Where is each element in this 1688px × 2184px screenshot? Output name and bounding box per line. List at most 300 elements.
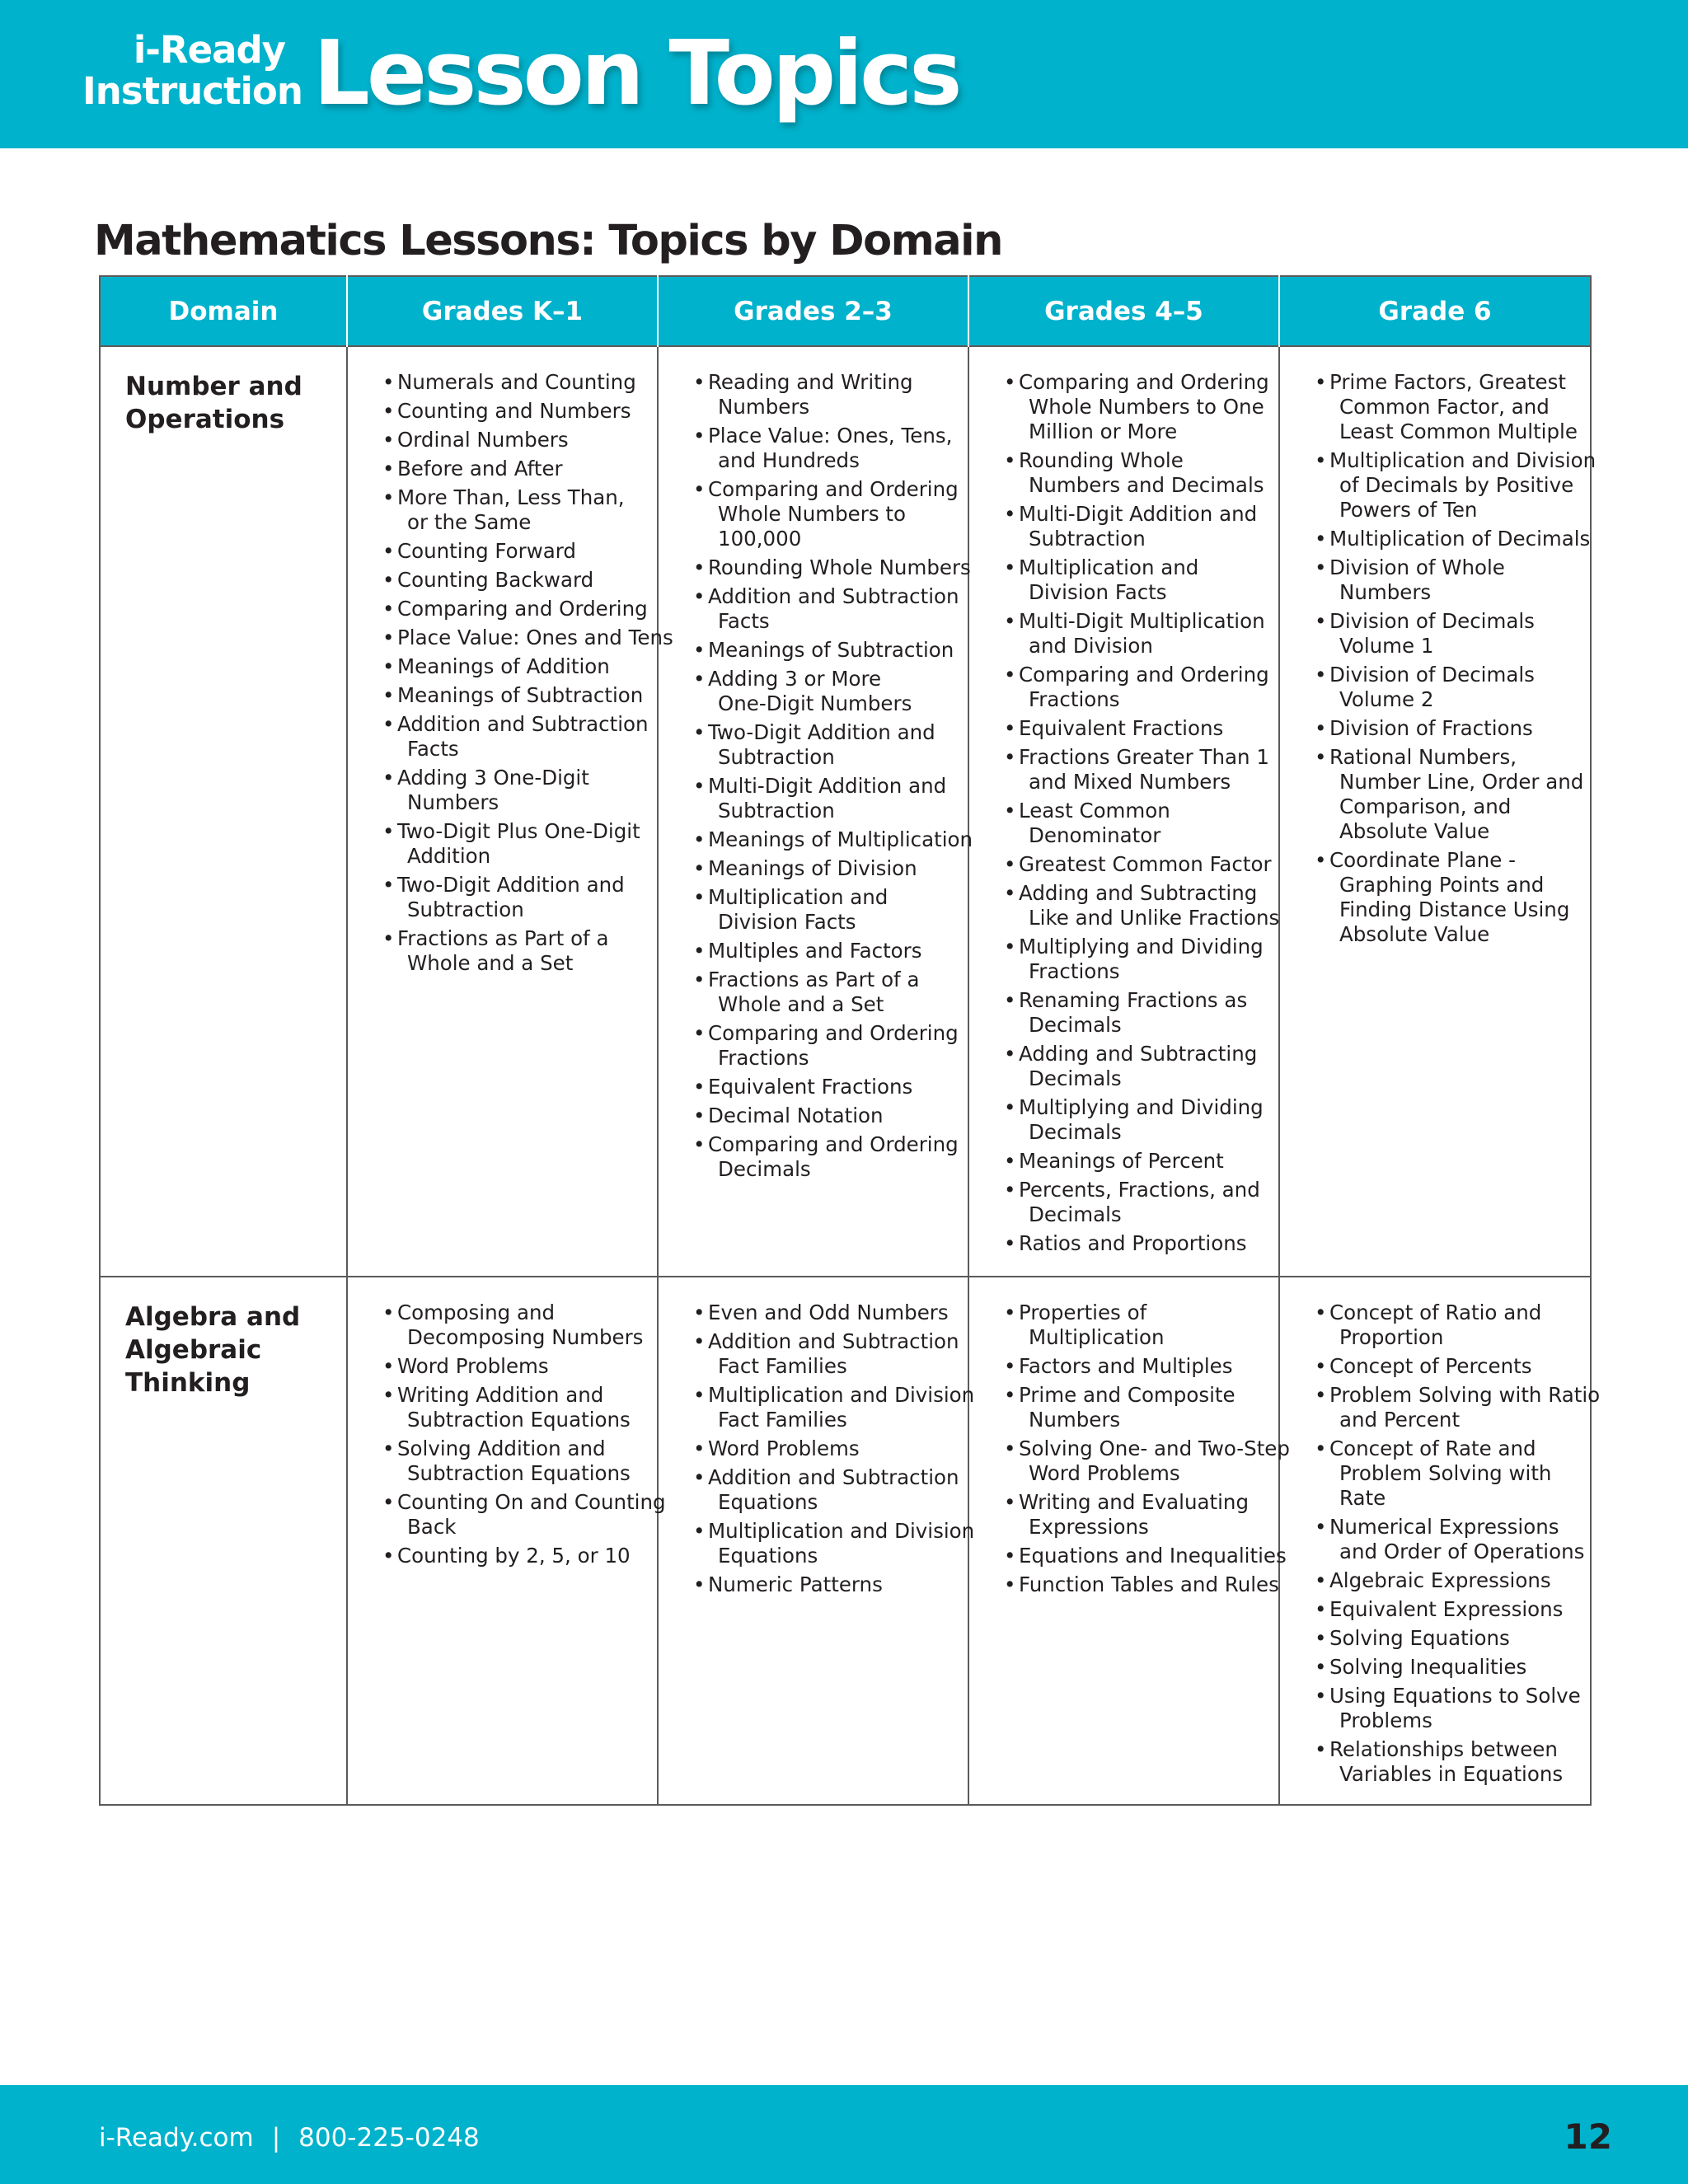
topic-text: Counting by 2, 5, or 10 xyxy=(397,1544,631,1568)
topic-text: Comparing and Ordering xyxy=(397,597,648,621)
topic-item xyxy=(979,1354,1267,1379)
bullet-icon: • xyxy=(382,1436,395,1460)
topic-text: Subtraction xyxy=(1029,527,1146,551)
bullet-icon: • xyxy=(693,1021,706,1045)
bullet-icon: • xyxy=(693,939,706,963)
topic-text: Absolute Value xyxy=(1339,922,1490,946)
bullet-icon: • xyxy=(693,885,706,909)
topic-item xyxy=(979,799,1267,848)
topic-text: Multi-Digit Addition and xyxy=(1019,502,1258,526)
topic-text: Comparing and Ordering xyxy=(1019,663,1269,687)
topic-text: Numerals and Counting xyxy=(397,370,636,394)
topic-item xyxy=(1290,745,1584,844)
topic-text: Numbers xyxy=(407,790,499,814)
topic-list xyxy=(358,1301,666,1568)
bullet-icon: • xyxy=(693,1572,706,1596)
topic-text: Place Value: Ones, Tens, xyxy=(708,424,953,448)
topic-text: Division Facts xyxy=(718,910,856,934)
bullet-icon: • xyxy=(1004,935,1016,958)
bullet-icon: • xyxy=(1004,502,1016,526)
topic-item xyxy=(358,485,645,535)
bullet-icon: • xyxy=(1004,1301,1016,1324)
bullet-icon: • xyxy=(382,1544,395,1568)
topic-text: Equivalent Expressions xyxy=(1329,1597,1564,1621)
topic-text: Meanings of Subtraction xyxy=(708,638,954,662)
topic-item xyxy=(979,502,1267,551)
topic-item xyxy=(1290,1626,1578,1651)
bullet-icon: • xyxy=(1315,527,1327,551)
topic-text: Decimals xyxy=(1029,1013,1122,1037)
topic-text: Meanings of Percent xyxy=(1019,1149,1224,1173)
footer-contact xyxy=(99,2121,480,2154)
topic-list xyxy=(1290,1301,1601,1787)
topic-text: Like and Unlike Fractions xyxy=(1029,906,1280,930)
topic-item xyxy=(1290,1737,1578,1787)
topic-item xyxy=(668,424,956,473)
topic-text: or the Same xyxy=(407,510,532,534)
topics-cell xyxy=(347,1277,666,1805)
topic-text: of Decimals by Positive xyxy=(1339,473,1574,497)
topic-item xyxy=(358,539,645,564)
topic-text: Numbers xyxy=(718,395,810,419)
topic-text: and Division xyxy=(1029,634,1153,658)
bullet-icon: • xyxy=(382,712,395,736)
bullet-icon: • xyxy=(382,597,395,621)
topic-text: Volume 1 xyxy=(1339,634,1434,658)
topic-text: Relationships between xyxy=(1329,1737,1558,1761)
bullet-icon: • xyxy=(382,654,395,678)
bullet-icon: • xyxy=(1004,555,1016,579)
topic-text: Powers of Ten xyxy=(1339,498,1478,522)
topic-item xyxy=(668,370,956,419)
bullet-icon: • xyxy=(1315,1301,1327,1324)
topic-item xyxy=(1290,555,1578,605)
topic-item xyxy=(668,1572,956,1597)
bullet-icon: • xyxy=(1315,663,1327,687)
topic-item xyxy=(1290,1354,1578,1379)
topic-text: Rate xyxy=(1339,1486,1386,1510)
topic-text: 100,000 xyxy=(718,527,802,551)
topic-text: Division of Decimals xyxy=(1329,663,1535,687)
topic-text: Graphing Points and xyxy=(1339,873,1545,897)
topic-item xyxy=(1290,663,1578,712)
bullet-icon: • xyxy=(382,1383,395,1407)
topic-text: Subtraction Equations xyxy=(407,1408,631,1432)
topics-table xyxy=(99,275,1601,1806)
topic-item xyxy=(358,1544,645,1568)
column-header-grades-k-1: Grades K–1 xyxy=(347,276,658,346)
bullet-icon: • xyxy=(1004,852,1016,876)
bullet-icon: • xyxy=(382,568,395,592)
topic-item xyxy=(979,1042,1267,1091)
topic-item xyxy=(979,448,1267,498)
bullet-icon: • xyxy=(1315,1568,1327,1592)
topic-item xyxy=(979,1383,1267,1432)
topic-text: Proportion xyxy=(1339,1325,1444,1349)
bullet-icon: • xyxy=(382,873,395,897)
topic-text: Least Common xyxy=(1019,799,1170,823)
bullet-icon: • xyxy=(1004,799,1016,823)
topic-item xyxy=(668,1465,959,1515)
bullet-icon: • xyxy=(1004,1149,1016,1173)
domain-name xyxy=(125,370,333,436)
topic-text: Multi-Digit Addition and xyxy=(708,774,947,798)
topic-text: Comparing and Ordering xyxy=(708,477,959,501)
bullet-icon: • xyxy=(693,1301,706,1324)
topic-text: Numbers xyxy=(1339,580,1432,604)
topic-item xyxy=(1290,1684,1581,1733)
bullet-icon: • xyxy=(1004,1383,1016,1407)
bullet-icon: • xyxy=(1004,1490,1016,1514)
topic-text: Solving Equations xyxy=(1329,1626,1510,1650)
bullet-icon: • xyxy=(1004,1042,1016,1066)
topic-text: Place Value: Ones and Tens xyxy=(397,626,673,649)
bullet-icon: • xyxy=(693,1104,706,1127)
topic-text: Equations xyxy=(718,1490,818,1514)
topic-text: More Than, Less Than, xyxy=(397,485,625,509)
topic-text: Comparing and Ordering xyxy=(1019,370,1269,394)
topic-text: Prime and Composite xyxy=(1019,1383,1236,1407)
topic-text: Decimal Notation xyxy=(708,1104,884,1127)
topic-item xyxy=(1290,370,1578,444)
topic-text: Equations xyxy=(718,1544,818,1568)
topic-text: Concept of Percents xyxy=(1329,1354,1532,1378)
topic-text: Comparing and Ordering xyxy=(708,1132,959,1156)
topic-item xyxy=(979,1231,1267,1256)
topic-item xyxy=(668,939,956,963)
topic-item xyxy=(979,555,1267,605)
topic-text: Multiplication and Division xyxy=(1329,448,1597,472)
topic-item xyxy=(979,988,1267,1038)
topic-list xyxy=(979,370,1280,1256)
topic-item xyxy=(668,1021,959,1071)
topic-text: Word Problems xyxy=(397,1354,549,1378)
bullet-icon: • xyxy=(1315,609,1327,633)
topic-item xyxy=(979,852,1272,877)
topic-item xyxy=(668,555,971,580)
topic-item xyxy=(1290,1301,1578,1350)
topic-text: Fact Families xyxy=(718,1354,847,1378)
bullet-icon: • xyxy=(382,766,395,790)
bullet-icon: • xyxy=(693,1383,706,1407)
page-title: Lesson Topics xyxy=(313,22,959,125)
domain-name-line: Algebra and xyxy=(125,1302,301,1332)
topic-text: Addition and Subtraction xyxy=(708,1465,959,1489)
topic-list xyxy=(668,1301,975,1597)
topic-text: Whole and a Set xyxy=(407,951,574,975)
topic-item xyxy=(358,428,645,452)
topic-text: Numbers xyxy=(1029,1408,1121,1432)
topic-item xyxy=(358,626,673,650)
domain-name-line: Operations xyxy=(125,405,285,434)
topic-item xyxy=(1290,1597,1578,1622)
topic-item xyxy=(358,597,648,621)
bullet-icon: • xyxy=(382,485,395,509)
topic-text: Rounding Whole Numbers xyxy=(708,555,971,579)
topic-text: Meanings of Subtraction xyxy=(397,683,644,707)
bullet-icon: • xyxy=(1315,1436,1327,1460)
topic-item xyxy=(1290,1655,1578,1680)
topic-text: Factors and Multiples xyxy=(1019,1354,1233,1378)
topic-text: Properties of xyxy=(1019,1301,1147,1324)
section-title: Mathematics Lessons: Topics by Domain xyxy=(94,217,1002,265)
topic-item xyxy=(979,1490,1267,1540)
topic-item xyxy=(668,1132,959,1182)
bullet-icon: • xyxy=(1315,1684,1327,1708)
domain-cell xyxy=(100,346,347,1277)
topics-cell xyxy=(658,1277,975,1805)
topic-item xyxy=(358,1354,645,1379)
topic-text: Fractions as Part of a xyxy=(397,926,609,950)
topic-text: Meanings of Multiplication xyxy=(708,827,973,851)
bullet-icon: • xyxy=(382,626,395,649)
topic-text: Meanings of Addition xyxy=(397,654,610,678)
topic-text: Division of Decimals xyxy=(1329,609,1535,633)
topic-text: Percents, Fractions, and xyxy=(1019,1178,1260,1202)
topic-text: Numbers and Decimals xyxy=(1029,473,1264,497)
website-link[interactable]: i-Ready.com xyxy=(99,2123,254,2153)
topics-cell xyxy=(968,1277,1290,1805)
bullet-icon: • xyxy=(382,1490,395,1514)
topic-text: Counting and Numbers xyxy=(397,399,631,423)
topic-item xyxy=(979,716,1267,741)
topic-text: Counting Forward xyxy=(397,539,576,563)
bullet-icon: • xyxy=(1004,1231,1016,1255)
bullet-icon: • xyxy=(1315,716,1327,740)
topic-text: Adding 3 or More xyxy=(708,667,882,691)
topic-text: Ordinal Numbers xyxy=(397,428,569,452)
topic-text: Division of Whole xyxy=(1329,555,1505,579)
topic-text: Multiplication and xyxy=(708,885,889,909)
topic-text: Two-Digit Addition and xyxy=(708,720,935,744)
topic-text: Denominator xyxy=(1029,823,1161,847)
topic-text: Problems xyxy=(1339,1708,1432,1732)
topics-cell xyxy=(968,346,1279,1277)
topic-text: Back xyxy=(407,1515,457,1539)
topic-list xyxy=(668,370,973,1182)
topic-text: Decomposing Numbers xyxy=(407,1325,644,1349)
topic-text: Concept of Ratio and xyxy=(1329,1301,1542,1324)
topic-item xyxy=(668,720,956,770)
topic-text: Finding Distance Using xyxy=(1339,898,1570,921)
bullet-icon: • xyxy=(1004,609,1016,633)
table-row xyxy=(100,346,1591,1277)
bullet-icon: • xyxy=(382,819,395,843)
column-header-grade-6: Grade 6 xyxy=(1279,276,1591,346)
bullet-icon: • xyxy=(693,555,706,579)
topic-text: Problem Solving with xyxy=(1339,1461,1552,1485)
brand-line-2: Instruction xyxy=(82,69,302,113)
domain-name-line: Algebraic xyxy=(125,1335,262,1365)
bullet-icon: • xyxy=(693,584,706,608)
bullet-icon: • xyxy=(1004,1354,1016,1378)
topic-text: Expressions xyxy=(1029,1515,1149,1539)
topic-item xyxy=(668,1383,975,1432)
topic-item xyxy=(979,1436,1290,1486)
topic-text: Fact Families xyxy=(718,1408,847,1432)
bullet-icon: • xyxy=(1004,1572,1016,1596)
topic-text: Ratios and Proportions xyxy=(1019,1231,1247,1255)
topic-text: Decimals xyxy=(1029,1120,1122,1144)
topic-item xyxy=(358,654,645,679)
topic-text: Two-Digit Addition and xyxy=(397,873,625,897)
topic-item xyxy=(668,584,959,634)
topic-text: Multiplication and Division xyxy=(708,1383,975,1407)
topic-text: Division Facts xyxy=(1029,580,1167,604)
topic-text: Before and After xyxy=(397,457,563,480)
topic-item xyxy=(668,1075,956,1099)
topic-text: Renaming Fractions as xyxy=(1019,988,1248,1012)
topic-text: Equivalent Fractions xyxy=(708,1075,913,1099)
bullet-icon: • xyxy=(1315,1655,1327,1679)
topic-text: Algebraic Expressions xyxy=(1329,1568,1551,1592)
topic-text: Addition and Subtraction xyxy=(708,1329,959,1353)
topic-text: Comparison, and xyxy=(1339,794,1512,818)
topic-text: Equations and Inequalities xyxy=(1019,1544,1287,1568)
topic-text: Equivalent Fractions xyxy=(1019,716,1224,740)
bullet-icon: • xyxy=(1004,1095,1016,1119)
topic-item xyxy=(1290,448,1597,523)
topic-text: Function Tables and Rules xyxy=(1019,1572,1279,1596)
domain-cell xyxy=(100,1277,347,1805)
bullet-icon: • xyxy=(693,720,706,744)
topic-item xyxy=(668,638,956,663)
topic-text: Decimals xyxy=(1029,1202,1122,1226)
topic-text: Even and Odd Numbers xyxy=(708,1301,949,1324)
topic-text: Multiplication of Decimals xyxy=(1329,527,1591,551)
topic-item xyxy=(668,885,956,935)
topic-text: Million or More xyxy=(1029,419,1178,443)
bullet-icon: • xyxy=(693,667,706,691)
domain-name-line: Thinking xyxy=(125,1368,251,1398)
topic-text: Solving Inequalities xyxy=(1329,1655,1527,1679)
topic-text: and Mixed Numbers xyxy=(1029,770,1231,794)
topic-item xyxy=(358,683,645,708)
topics-cell xyxy=(1279,1277,1601,1805)
topic-item xyxy=(358,766,645,815)
bullet-icon: • xyxy=(693,774,706,798)
topic-text: Subtraction xyxy=(718,745,835,769)
topic-text: Multiplying and Dividing xyxy=(1019,1095,1264,1119)
topic-text: Multiplication xyxy=(1029,1325,1165,1349)
topic-text: Multi-Digit Multiplication xyxy=(1019,609,1265,633)
topic-text: Number Line, Order and xyxy=(1339,770,1584,794)
topic-text: Whole and a Set xyxy=(718,992,884,1016)
topic-text: Facts xyxy=(718,609,770,633)
bullet-icon: • xyxy=(693,968,706,991)
topic-text: Adding and Subtracting xyxy=(1019,1042,1258,1066)
bullet-icon: • xyxy=(693,1075,706,1099)
topic-item xyxy=(979,663,1267,712)
topic-text: Coordinate Plane - xyxy=(1329,848,1516,872)
topic-item xyxy=(979,1178,1267,1227)
topic-text: Word Problems xyxy=(708,1436,860,1460)
topic-text: Division of Fractions xyxy=(1329,716,1533,740)
topic-text: Numerical Expressions xyxy=(1329,1515,1559,1539)
topic-item xyxy=(1290,848,1578,947)
topic-item xyxy=(979,609,1267,658)
bullet-icon: • xyxy=(1315,1737,1327,1761)
topic-item xyxy=(668,477,959,551)
topic-item xyxy=(1290,1515,1585,1564)
bullet-icon: • xyxy=(1315,745,1327,769)
topic-text: Prime Factors, Greatest xyxy=(1329,370,1566,394)
table-header-row xyxy=(100,276,1591,346)
topic-text: Writing Addition and xyxy=(397,1383,604,1407)
topics-cell xyxy=(1279,346,1597,1277)
bullet-icon: • xyxy=(693,370,706,394)
bullet-icon: • xyxy=(693,638,706,662)
topic-list xyxy=(358,370,673,976)
topic-item xyxy=(668,667,956,716)
bullet-icon: • xyxy=(1004,1436,1016,1460)
topic-text: Solving Addition and xyxy=(397,1436,606,1460)
topic-text: Decimals xyxy=(718,1157,811,1181)
topic-text: Rounding Whole xyxy=(1019,448,1184,472)
topic-text: Multiplication and Division xyxy=(708,1519,975,1543)
topic-text: Addition and Subtraction xyxy=(397,712,649,736)
topic-text: Problem Solving with Ratio xyxy=(1329,1383,1601,1407)
topic-item xyxy=(979,935,1267,984)
topic-text: Greatest Common Factor xyxy=(1019,852,1272,876)
topic-text: Subtraction xyxy=(718,799,835,823)
topic-item xyxy=(358,1436,645,1486)
topic-item xyxy=(358,712,649,762)
topic-text: Adding and Subtracting xyxy=(1019,881,1258,905)
topic-text: Whole Numbers to xyxy=(718,502,906,526)
topic-text: Counting Backward xyxy=(397,568,594,592)
bullet-icon: • xyxy=(1004,663,1016,687)
footer-separator: | xyxy=(271,2123,281,2153)
bullet-icon: • xyxy=(1004,716,1016,740)
topic-text: Common Factor, and xyxy=(1339,395,1550,419)
domain-name xyxy=(125,1301,333,1399)
topic-text: Composing and xyxy=(397,1301,556,1324)
topic-text: One-Digit Numbers xyxy=(718,691,912,715)
footer-bar xyxy=(0,2085,1688,2184)
topic-text: Rational Numbers, xyxy=(1329,745,1517,769)
topic-text: Volume 2 xyxy=(1339,687,1434,711)
topic-item xyxy=(668,1329,959,1379)
column-header-grades-4-5: Grades 4–5 xyxy=(968,276,1279,346)
topic-text: Addition and Subtraction xyxy=(708,584,959,608)
topic-item xyxy=(358,1301,645,1350)
bullet-icon: • xyxy=(382,428,395,452)
topic-item xyxy=(1290,1383,1601,1432)
topic-item xyxy=(668,774,956,823)
topic-text: Meanings of Division xyxy=(708,856,917,880)
topic-text: Fractions as Part of a xyxy=(708,968,920,991)
topic-text: Two-Digit Plus One-Digit xyxy=(397,819,640,843)
topic-item xyxy=(668,856,956,881)
bullet-icon: • xyxy=(1004,1178,1016,1202)
bullet-icon: • xyxy=(1315,1354,1327,1378)
topic-item xyxy=(358,457,645,481)
topic-text: Numeric Patterns xyxy=(708,1572,883,1596)
topic-text: Subtraction xyxy=(407,898,524,921)
topic-text: Fractions xyxy=(718,1046,809,1070)
bullet-icon: • xyxy=(693,856,706,880)
column-header-grades-2-3: Grades 2–3 xyxy=(658,276,968,346)
header-bar xyxy=(0,0,1688,148)
topic-text: Fractions Greater Than 1 xyxy=(1019,745,1269,769)
bullet-icon: • xyxy=(1315,370,1327,394)
domain-name-line: Number and xyxy=(125,372,302,401)
bullet-icon: • xyxy=(693,1519,706,1543)
bullet-icon: • xyxy=(382,457,395,480)
topic-item xyxy=(358,819,645,869)
topic-text: Concept of Rate and xyxy=(1329,1436,1536,1460)
